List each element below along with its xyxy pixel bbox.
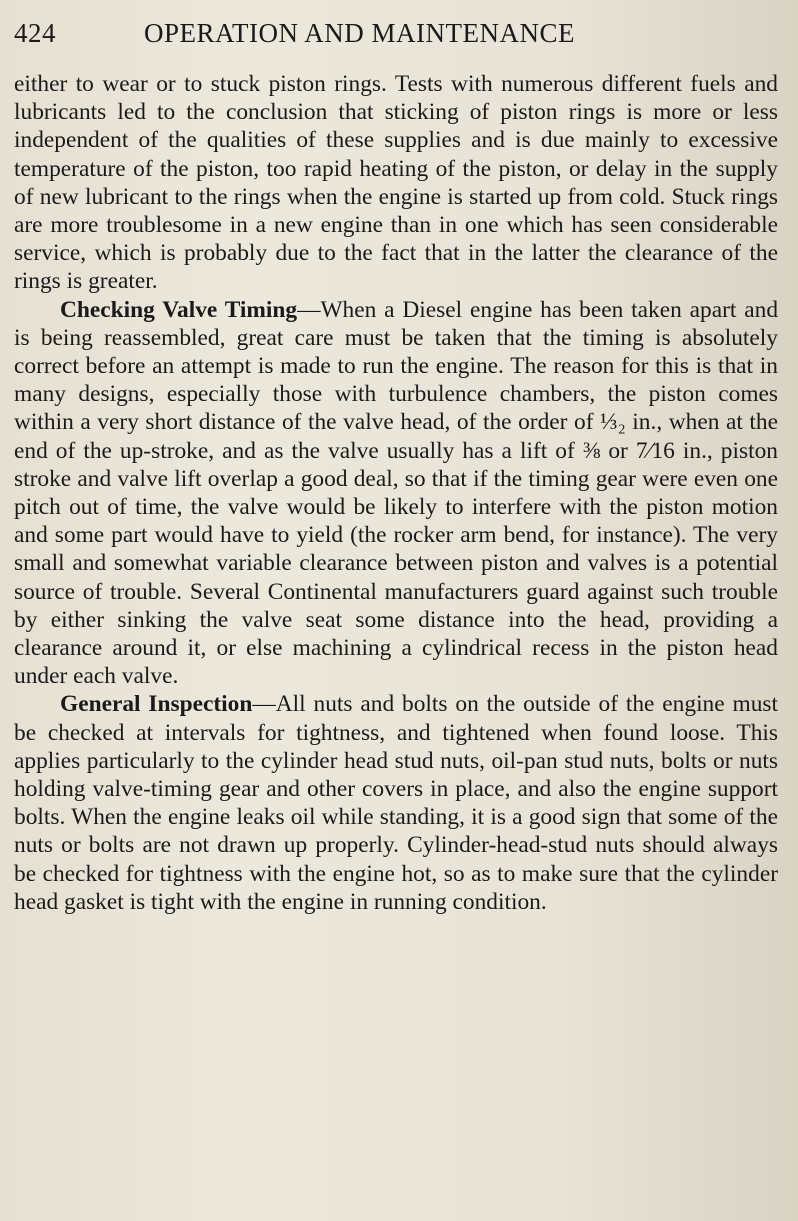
running-title: OPERATION AND MAINTENANCE xyxy=(144,18,575,48)
section-heading-checking-valve-timing: Checking Valve Timing xyxy=(60,296,298,323)
page-header xyxy=(14,18,778,70)
paragraph-text: either to wear or to stuck piston rings. Tests with numerous different fuels and lubricants led to the conclusion that sticking of piston rings is more or less independent of the qualities of these supplies and is due mainly to excessive temperature of the piston, too rapid heating of the piston, or delay in the supply of new lubricant to the rings when the engine is started up from cold. Stuck rings are more troublesome in a new engine than in one which has seen considerable service, which is probably due to the fact that in the latter the clearance of the rings is greater. xyxy=(14,71,778,295)
section-heading-general-inspection: General Inspection xyxy=(60,691,253,718)
paragraph xyxy=(14,296,778,691)
paragraph xyxy=(14,70,778,296)
paragraph-text: —When a Diesel engine has been taken apart and is being reassembled, great care must be taken that the timing is absolutely correct before an attempt is made to run the engine. The reason for this is that in many designs, especially those with turbulence chambers, the piston comes within a very short distance of the valve head, of the order of ⅓₂ in., when at the end of the up-stroke, and as the valve usually has a lift of ⅜ or 7⁄16 in., piston stroke and valve lift overlap a good deal, so that if the timing gear were even one pitch out of time, the valve would be likely to interfere with the piston motion and some part would have to yield (the rocker arm bend, for instance). The very small and somewhat variable clearance between piston and valves is a potential source of trouble. Several Continental manufacturers guard against such trouble by either sinking the valve seat some distance into the head, providing a clearance around it, or else machining a cylindrical recess in the piston head under each valve. xyxy=(14,296,779,690)
paragraph-text: —All nuts and bolts on the outside of the engine must be checked at intervals for tightness, and tightened when found loose. This applies particularly to the cylinder head stud nuts, oil-pan stud nuts, bolts or nuts holding valve-timing gear and other covers in place, and also the engine support bolts. When the engine leaks oil while standing, it is a good sign that some of the nuts or bolts are not drawn up properly. Cylinder-head-stud nuts should always be checked for tightness with the engine hot, so as to make sure that the cylinder head gasket is tight with the engine in running condition. xyxy=(14,691,778,915)
paragraph xyxy=(14,690,778,916)
body-text xyxy=(14,70,778,916)
page-number: 424 xyxy=(14,18,56,48)
